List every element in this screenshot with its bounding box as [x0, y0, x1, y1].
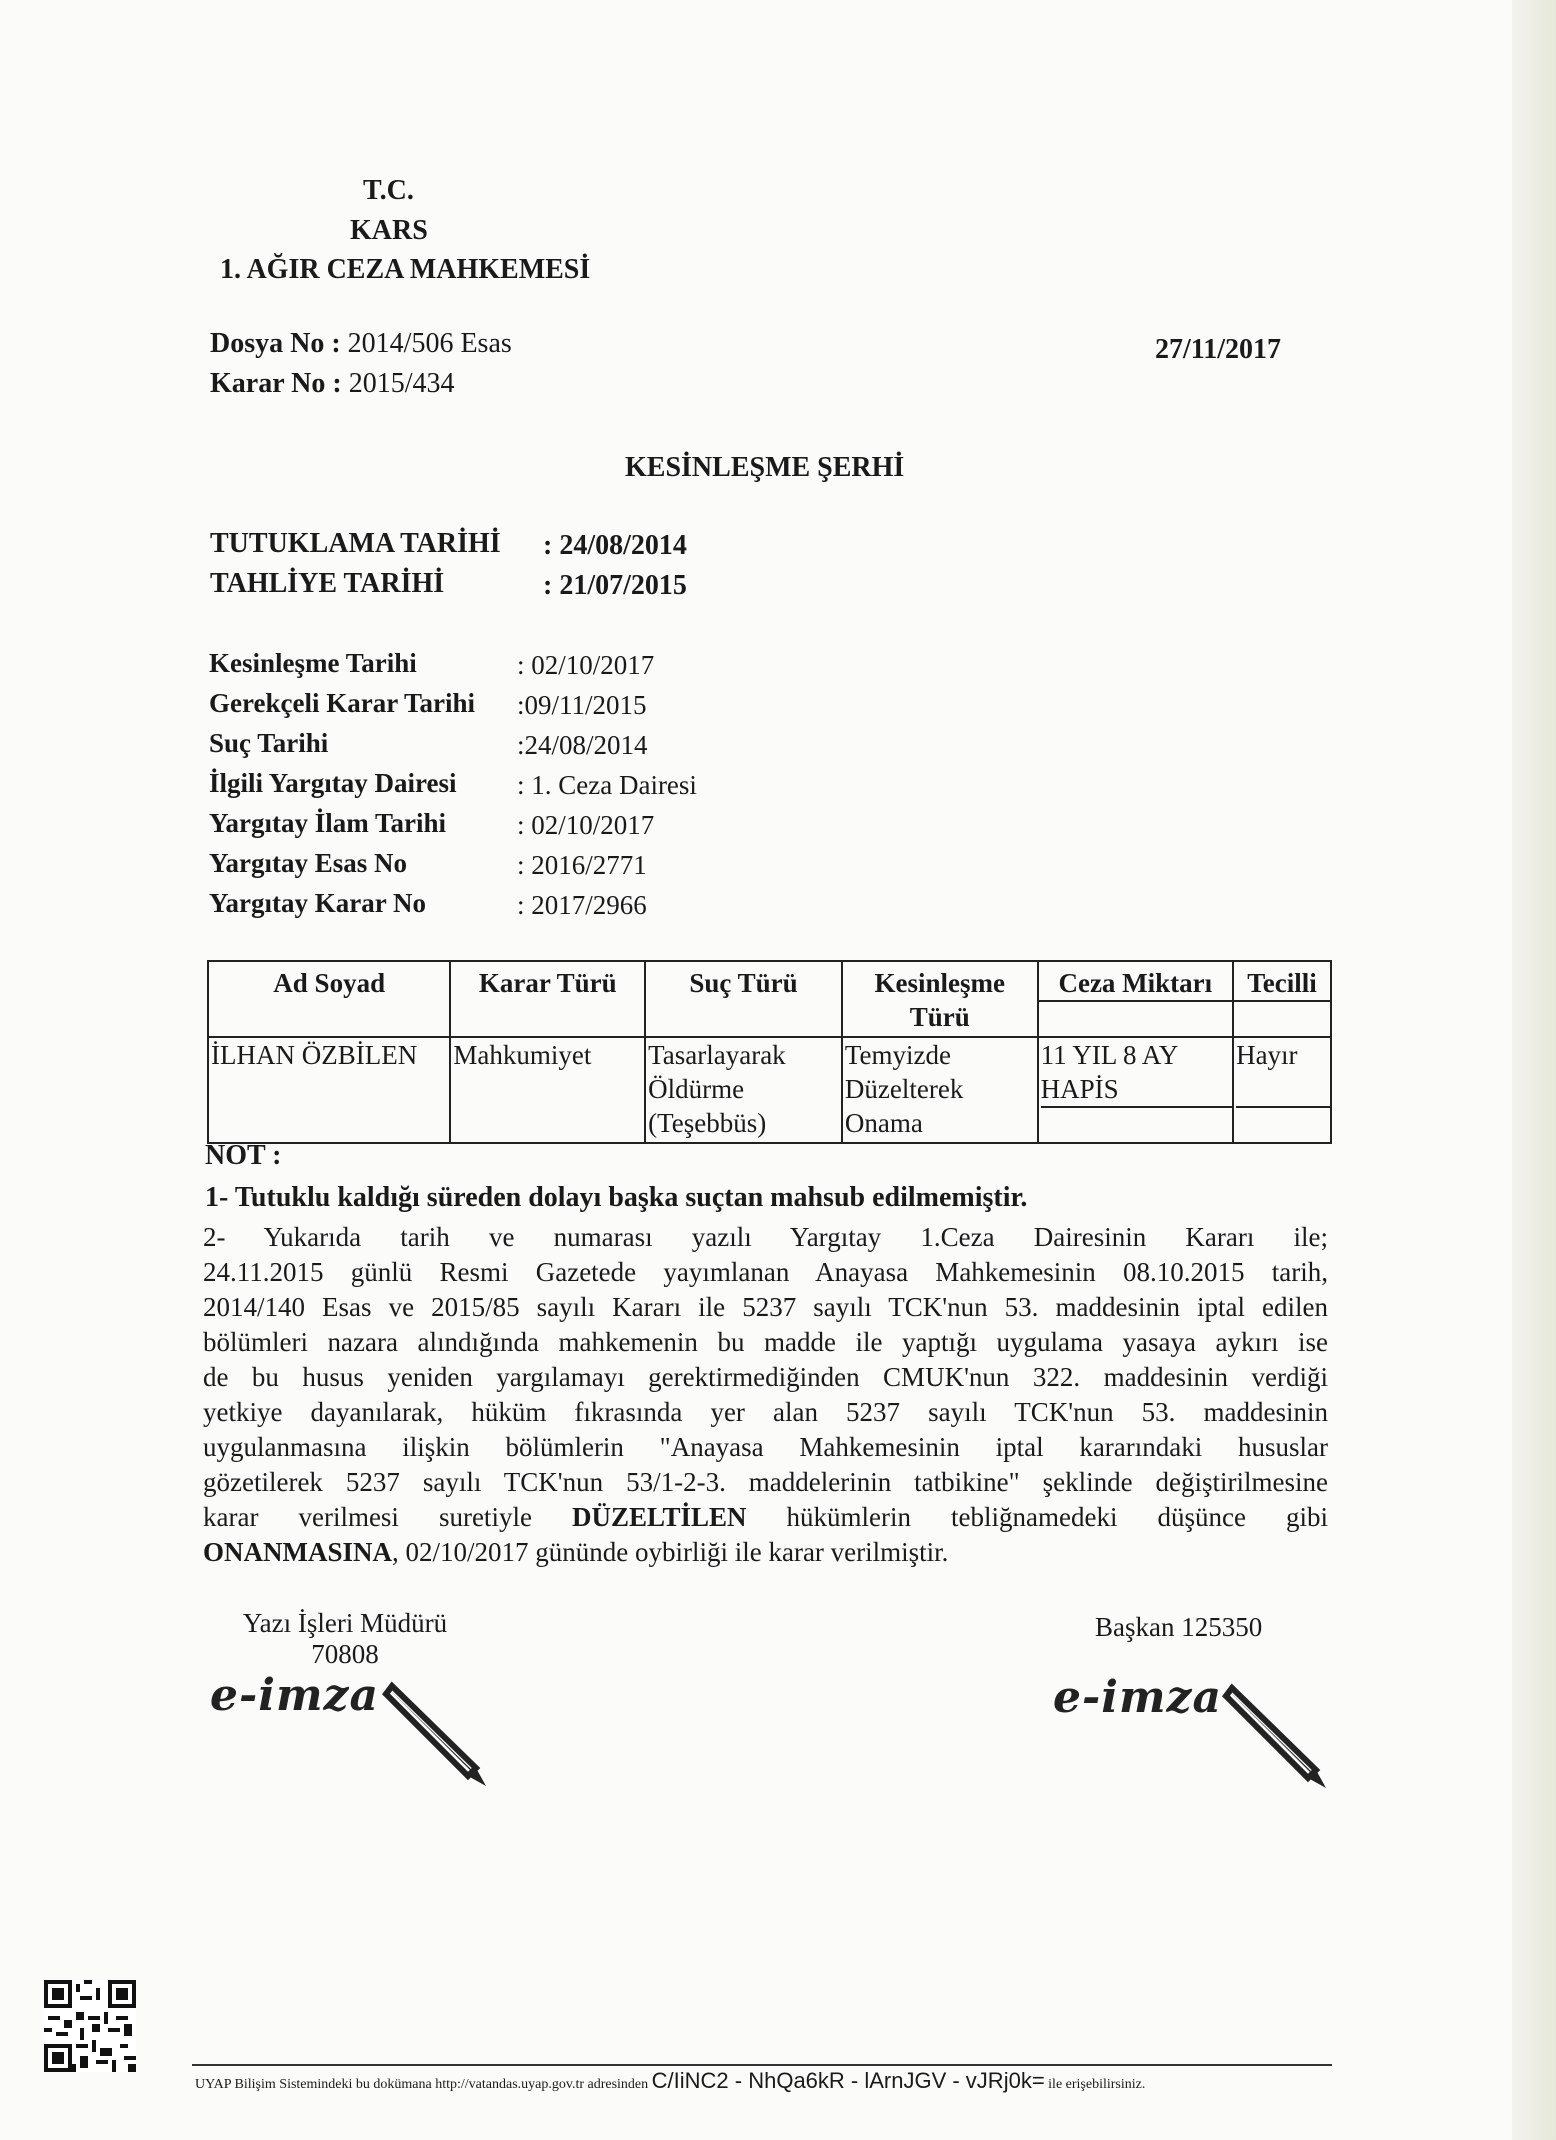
cell-ad-soyad: İLHAN ÖZBİLEN: [208, 1037, 450, 1143]
detail-value: :24/08/2014: [517, 730, 648, 760]
cell-ceza-miktari: [1038, 1037, 1234, 1143]
column-header: [1233, 961, 1331, 1037]
detail-value: : 02/10/2017: [517, 810, 655, 840]
column-header: Ad Soyad: [208, 961, 450, 1037]
note-2: [203, 1220, 1328, 1570]
note-2-line: yetkiye dayanılarak, hüküm fıkrasında yer alan 5237 sayılı TCK'nun 53. maddesinin: [203, 1397, 1328, 1427]
e-signature-stamp: e-imza: [210, 1670, 380, 1721]
signature-president: Başkan 125350: [1095, 1612, 1263, 1642]
tutuklama-value: : 24/08/2014: [543, 530, 687, 561]
detail-value: : 2017/2966: [517, 890, 647, 920]
note-2-text: karar verilmesi suretiyle: [203, 1502, 572, 1532]
detail-label: Kesinleşme Tarihi: [209, 648, 417, 678]
note-2-line: gözetilerek 5237 sayılı TCK'nun 53/1-2-3. maddelerinin tatbikine" şeklinde değiştirilmesine: [203, 1467, 1328, 1497]
karar-no-value: 2015/434: [348, 368, 455, 399]
document-title: KESİNLEŞME ŞERHİ: [625, 452, 905, 483]
note-heading: NOT :: [205, 1140, 282, 1171]
dosya-no-label: Dosya No :: [210, 328, 348, 359]
pen-icon: [382, 1680, 492, 1790]
cell-tecilli: [1233, 1037, 1331, 1143]
column-header-line: Kesinleşme: [874, 968, 1005, 998]
detail-value: : 02/10/2017: [517, 650, 655, 680]
cell-kesinlesme-turu: [842, 1037, 1038, 1143]
header-country: T.C.: [363, 175, 414, 206]
footer-text: ile erişebilirsiniz.: [1048, 2077, 1146, 2092]
column-header: [1038, 961, 1234, 1037]
column-header: [842, 961, 1038, 1037]
karar-no-label: Karar No :: [210, 368, 349, 399]
pen-icon: [1222, 1682, 1332, 1792]
detail-label: İlgili Yargıtay Dairesi: [209, 768, 457, 798]
clerk-title: Yazı İşleri Müdürü: [242, 1608, 448, 1638]
cell-line: Düzelterek: [844, 1074, 964, 1104]
qr-code-icon: [44, 1980, 136, 2072]
tahliye-value: : 21/07/2015: [543, 570, 687, 601]
signature-clerk: [225, 1608, 465, 1670]
cell-karar-turu: Mahkumiyet: [450, 1037, 645, 1143]
karar-no: [210, 368, 454, 400]
detail-label: Gerekçeli Karar Tarihi: [209, 688, 475, 718]
tutuklama-label: TUTUKLAMA TARİHİ: [210, 528, 501, 559]
cell-line: Hayır: [1236, 1038, 1330, 1108]
detail-label: Yargıtay İlam Tarihi: [209, 808, 447, 838]
note-2-line: 2- Yukarıda tarih ve numarası yazılı Yargıtay 1.Ceza Dairesinin Kararı ile;: [203, 1222, 1328, 1252]
cell-line: Temyizde: [844, 1040, 951, 1070]
verification-code: C/IiNC2 - NhQa6kR - lArnJGV - vJRj0k=: [651, 2068, 1045, 2093]
footer-text: UYAP Bilişim Sistemindeki bu dokümana http://vatandas.uyap.gov.tr adresinden: [195, 2077, 649, 2092]
header-city: KARS: [350, 215, 428, 246]
detail-label: Suç Tarihi: [209, 728, 329, 758]
table-header-row: [208, 961, 1331, 1037]
note-2-text: hükümlerin tebliğnamedeki düşünce gibi: [746, 1502, 1328, 1532]
cell-suc-turu: [645, 1037, 842, 1143]
column-header: Suç Türü: [645, 961, 842, 1037]
detail-label: Yargıtay Esas No: [209, 848, 408, 878]
e-signature-stamp: e-imza: [1053, 1672, 1223, 1723]
cell-line: Tasarlayarak: [648, 1040, 786, 1070]
column-header: Karar Türü: [450, 961, 645, 1037]
column-header-text: Tecilli: [1234, 966, 1330, 1002]
cell-line: Onama: [844, 1108, 923, 1138]
column-header-text: Ceza Miktarı: [1039, 966, 1233, 1002]
note-2-line: 24.11.2015 günlü Resmi Gazetede yayımlanan Anayasa Mahkemesinin 08.10.2015 tarih,: [203, 1257, 1328, 1287]
dosya-no-value: 2014/506 Esas: [347, 328, 512, 359]
note-2-emphasis: ONANMASINA: [203, 1537, 392, 1567]
cell-line: 11 YIL 8 AY: [1040, 1040, 1179, 1070]
note-2-line: de bu husus yeniden yargılamayı gerektirmediğinden CMUK'nun 322. maddesinin verdiği: [203, 1362, 1328, 1392]
footer-verification: [195, 2068, 1145, 2094]
detail-value: :09/11/2015: [517, 690, 647, 720]
dosya-no: [210, 328, 512, 360]
note-2-line: [203, 1535, 1328, 1570]
detail-label: Yargıtay Karar No: [209, 888, 426, 918]
note-2-line: bölümleri nazara alındığında mahkemenin bu madde ile yaptığı uygulama yasaya aykırı ise: [203, 1327, 1328, 1357]
header-court: 1. AĞIR CEZA MAHKEMESİ: [220, 254, 591, 285]
detail-value: : 1. Ceza Dairesi: [517, 770, 697, 800]
document-date: 27/11/2017: [1155, 334, 1282, 365]
footer-divider: [192, 2064, 1332, 2066]
cell-line: HAPİS: [1040, 1074, 1119, 1104]
note-2-line: [203, 1500, 1328, 1535]
cell-line: (Teşebbüs): [648, 1108, 767, 1138]
note-1: 1- Tutuklu kaldığı süreden dolayı başka suçtan mahsub edilmemiştir.: [205, 1182, 1028, 1213]
note-2-line: 2014/140 Esas ve 2015/85 sayılı Kararı ile 5237 sayılı TCK'nun 53. maddesinin iptal edilen: [203, 1292, 1328, 1322]
note-2-line: uygulanmasına ilişkin bölümlerin "Anayasa Mahkemesinin iptal kararındaki hususlar: [203, 1432, 1328, 1462]
tahliye-label: TAHLİYE TARİHİ: [210, 568, 445, 599]
clerk-id: 70808: [311, 1639, 379, 1669]
cell-line: Öldürme: [648, 1074, 745, 1104]
scan-edge: [1512, 0, 1556, 2140]
column-header-line: Türü: [909, 1002, 970, 1032]
ruling-table: [207, 960, 1332, 1144]
note-2-emphasis: DÜZELTİLEN: [571, 1502, 747, 1532]
table-row: [208, 1037, 1331, 1143]
detail-value: : 2016/2771: [517, 850, 647, 880]
note-2-text: , 02/10/2017 gününde oybirliği ile karar verilmiştir.: [392, 1537, 949, 1567]
